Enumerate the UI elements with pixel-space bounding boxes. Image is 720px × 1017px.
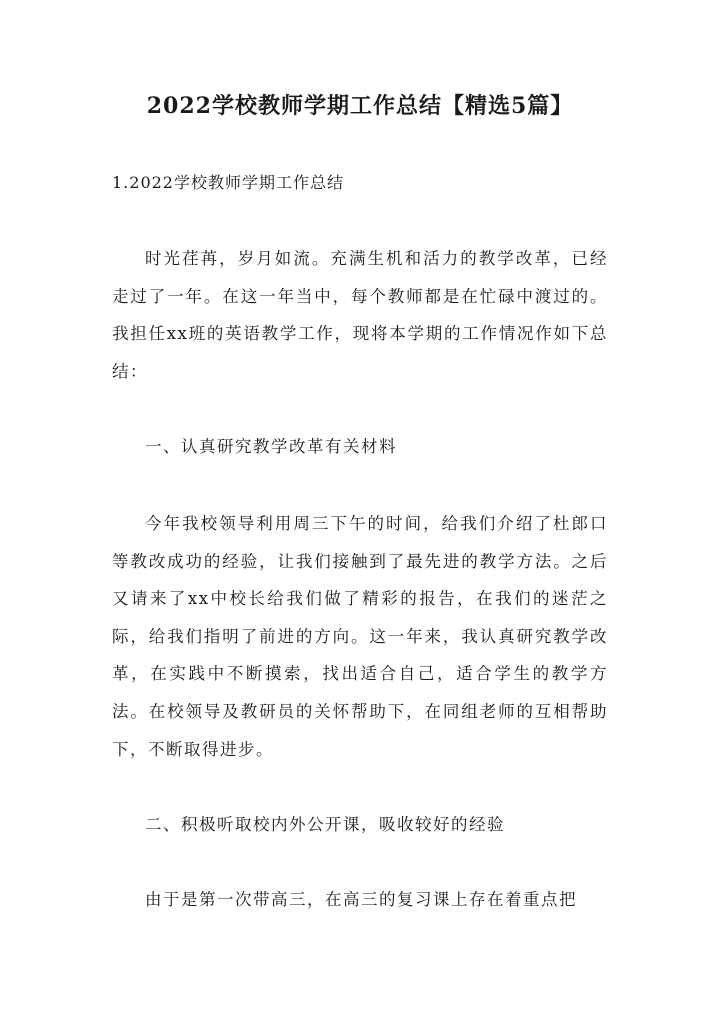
document-title: 2022学校教师学期工作总结【精选5篇】 bbox=[146, 93, 574, 119]
section-subtitle: 1.2022学校教师学期工作总结 bbox=[112, 173, 344, 192]
paragraph-teaching-reform: 今年我校领导利用周三下午的时间，给我们介绍了杜郎口等教改成功的经验，让我们接触到了最先进的教学方法。之后又请来了xx中校长给我们做了精彩的报告，在我们的迷茫之际，给我们指明了前进的方向。这一年来，我认真研究教学改革，在实践中不断摸索，找出适合自己，适合学生的教学方法。在校领导及教研员的关怀帮助下，在同组老师的互相帮助下，不断取得进步。 bbox=[112, 514, 608, 759]
section-heading-1: 一、认真研究教学改革有关材料 bbox=[145, 437, 397, 456]
section-heading-2: 二、积极听取校内外公开课，吸收较好的经验 bbox=[145, 815, 505, 834]
paragraph-intro: 时光荏苒，岁月如流。充满生机和活力的教学改革，已经走过了一年。在这一年当中，每个教师都是在忙碌中渡过的。我担任xx班的英语教学工作，现将本学期的工作情况作如下总结： bbox=[112, 249, 608, 381]
paragraph-open-class: 由于是第一次带高三，在高三的复习课上存在着重点把 bbox=[145, 890, 577, 909]
